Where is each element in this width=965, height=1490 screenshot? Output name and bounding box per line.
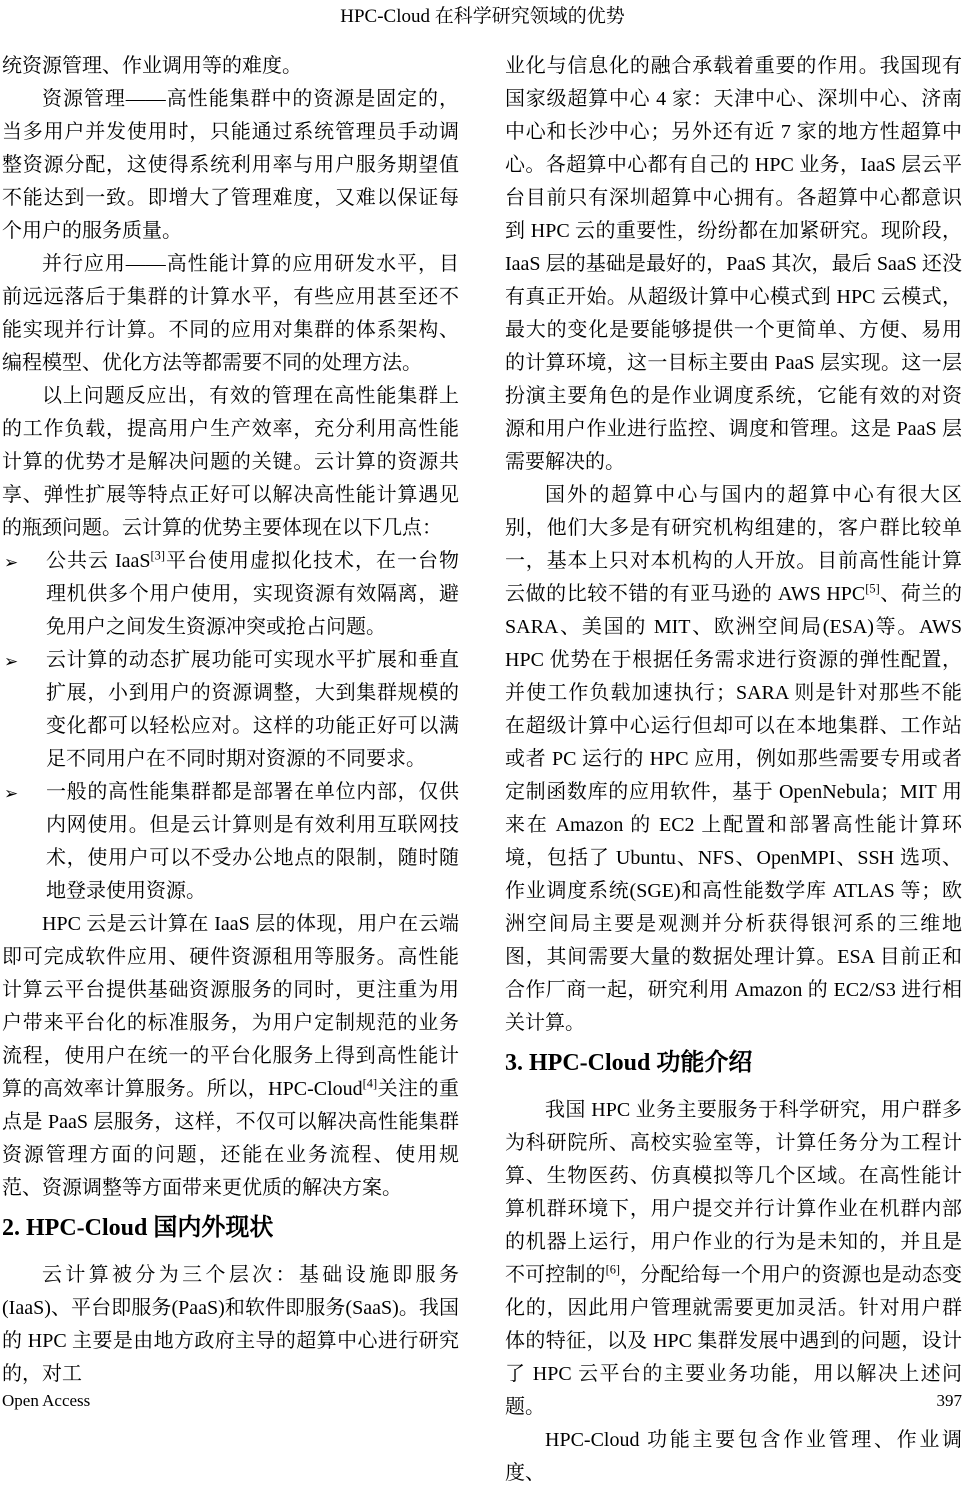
paragraph: 业化与信息化的融合承载着重要的作用。我国现有国家级超算中心 4 家：天津中心、深圳中心、济南中心和长沙中心；另外还有近 7 家的地方性超算中心。各超算中心都有自己的 HPC 业务，IaaS 层云平台目前只有深圳超算中心拥有。各超算中心都意识到 HPC 云的重要性，纷纷都在加紧研究。现阶段，IaaS 层的基础是最好的，PaaS 其次，最后 SaaS 还没有真正开始。从超级计算中心模式到 HPC 云模式，最大的变化是要能够提供一个更简单、方便、易用的计算环境，这一目标主要由 PaaS 层实现。这一层扮演主要角色的是作业调度系统，它能有效的对资源和用户作业进行监控、调度和管理。这是 PaaS 层需要解决的。 xyxy=(505,55,962,473)
page-footer xyxy=(2,1390,962,1412)
page-header xyxy=(0,0,965,30)
open-access-label: Open Access xyxy=(2,1391,91,1410)
bullet-arrow-icon: ➢ xyxy=(4,553,19,572)
paragraph: 云计算被分为三个层次：基础设施即服务(IaaS)、平台即服务(PaaS)和软件即服务(SaaS)。我国的 HPC 主要是由地方政府主导的超算中心进行研究的，对工 xyxy=(2,1264,459,1385)
reference-superscript: [5] xyxy=(865,581,880,596)
paragraph: HPC-Cloud 功能主要包含作业管理、作业调度、 xyxy=(505,1429,962,1484)
right-column xyxy=(505,50,962,1490)
paragraph: 资源管理——高性能集群中的资源是固定的，当多用户并发使用时，只能通过系统管理员手动调整资源分配，这使得系统利用率与用户服务期望值不能达到一致。即增大了管理难度，又难以保证每个用户的服务质量。 xyxy=(2,88,459,242)
paragraph: 国外的超算中心与国内的超算中心有很大区别，他们大多是有研究机构组建的，客户群比较单一，基本上只对本机构的人开放。目前高性能计算云做的比较不错的有亚马逊的 AWS HPC[5]、荷兰的 SARA、美国的 MIT、欧洲空间局(ESA)等。AWS HPC 优势在于根据任务需求进行资源的弹性配置，并使工作负载加速执行；SARA 则是针对那些不能在超级计算中心运行但却可以在本地集群、工作站或者 PC 运行的 HPC 应用，例如那些需要专用或者定制函数库的应用软件，基于 OpenNebula；MIT 用来在 Amazon 的 EC2 上配置和部署高性能计算环境，包括了 Ubuntu、NFS、OpenMPI、SSH 选项、作业调度系统(SGE)和高性能数学库 ATLAS 等；欧洲空间局主要是观测并分析获得银河系的三维地图，其间需要大量的数据处理计算。ESA 目前正和合作厂商一起，研究利用 Amazon 的 EC2/S3 进行相关计算。 xyxy=(505,484,963,1034)
reference-superscript: [3] xyxy=(150,548,165,563)
section-heading: 3. HPC-Cloud 功能介绍 xyxy=(505,1050,753,1076)
bullet-item: ➢ 云计算的动态扩展功能可实现水平扩展和垂直扩展，小到用户的资源调整，大到集群规模的变化都可以轻松应对。这样的功能正好可以满足不同用户在不同时期对资源的不同要求。 xyxy=(2,644,459,776)
bullet-arrow-icon: ➢ xyxy=(4,652,19,671)
paragraph: 我国 HPC 业务主要服务于科学研究，用户群多为科研院所、高校实验室等，计算任务分为工程计算、生物医药、仿真模拟等几个区域。在高性能计算机群环境下，用户提交并行计算作业在机群内部的机器上运行，用户作业的行为是未知的，并且是不可控制的[6]，分配给每一个用户的资源也是动态变化的，因此用户管理就需要更加灵活。针对用户群体的特征，以及 HPC 集群发展中遇到的问题，设计了 HPC 云平台的主要业务功能，用以解决上述问题。 xyxy=(505,1099,963,1418)
running-title: HPC-Cloud 在科学研究领域的优势 xyxy=(340,6,625,27)
left-column xyxy=(2,50,459,1490)
page-number: 397 xyxy=(936,1391,962,1410)
two-column-body xyxy=(0,50,965,1490)
paragraph: 以上问题反应出，有效的管理在高性能集群上的工作负载，提高用户生产效率，充分利用高性能计算的优势才是解决问题的关键。云计算的资源共享、弹性扩展等特点正好可以解决高性能计算遇见的瓶颈问题。云计算的优势主要体现在以下几点： xyxy=(2,385,459,539)
bullet-item: ➢ 公共云 IaaS[3]平台使用虚拟化技术，在一台物理机供多个用户使用，实现资源有效隔离，避免用户之间发生资源冲突或抢占问题。 xyxy=(2,545,459,644)
bullet-item: ➢ 一般的高性能集群都是部署在单位内部，仅供内网使用。但是云计算则是有效利用互联网技术，使用户可以不受办公地点的限制，随时随地登录使用资源。 xyxy=(2,776,459,908)
paragraph: HPC 云是云计算在 IaaS 层的体现，用户在云端即可完成软件应用、硬件资源租用等服务。高性能计算云平台提供基础资源服务的同时，更注重为用户带来平台化的标准服务，为用户定制规范的业务流程，使用户在统一的平台化服务上得到高性能计算的高效率计算服务。所以，HPC-Cloud[4]关注的重点是 PaaS 层服务，这样，不仅可以解决高性能集群资源管理方面的问题，还能在业务流程、使用规范、资源调整等方面带来更优质的解决方案。 xyxy=(2,913,459,1199)
reference-superscript: [6] xyxy=(605,1262,621,1277)
paragraph: 统资源管理、作业调用等的难度。 xyxy=(2,55,302,77)
reference-superscript: [4] xyxy=(362,1076,378,1091)
paragraph: 并行应用——高性能计算的应用研发水平，目前远远落后于集群的计算水平，有些应用甚至还不能实现并行计算。不同的应用对集群的体系架构、编程模型、优化方法等都需要不同的处理方法。 xyxy=(2,253,459,374)
section-heading: 2. HPC-Cloud 国内外现状 xyxy=(2,1215,274,1241)
bullet-arrow-icon: ➢ xyxy=(4,784,19,803)
